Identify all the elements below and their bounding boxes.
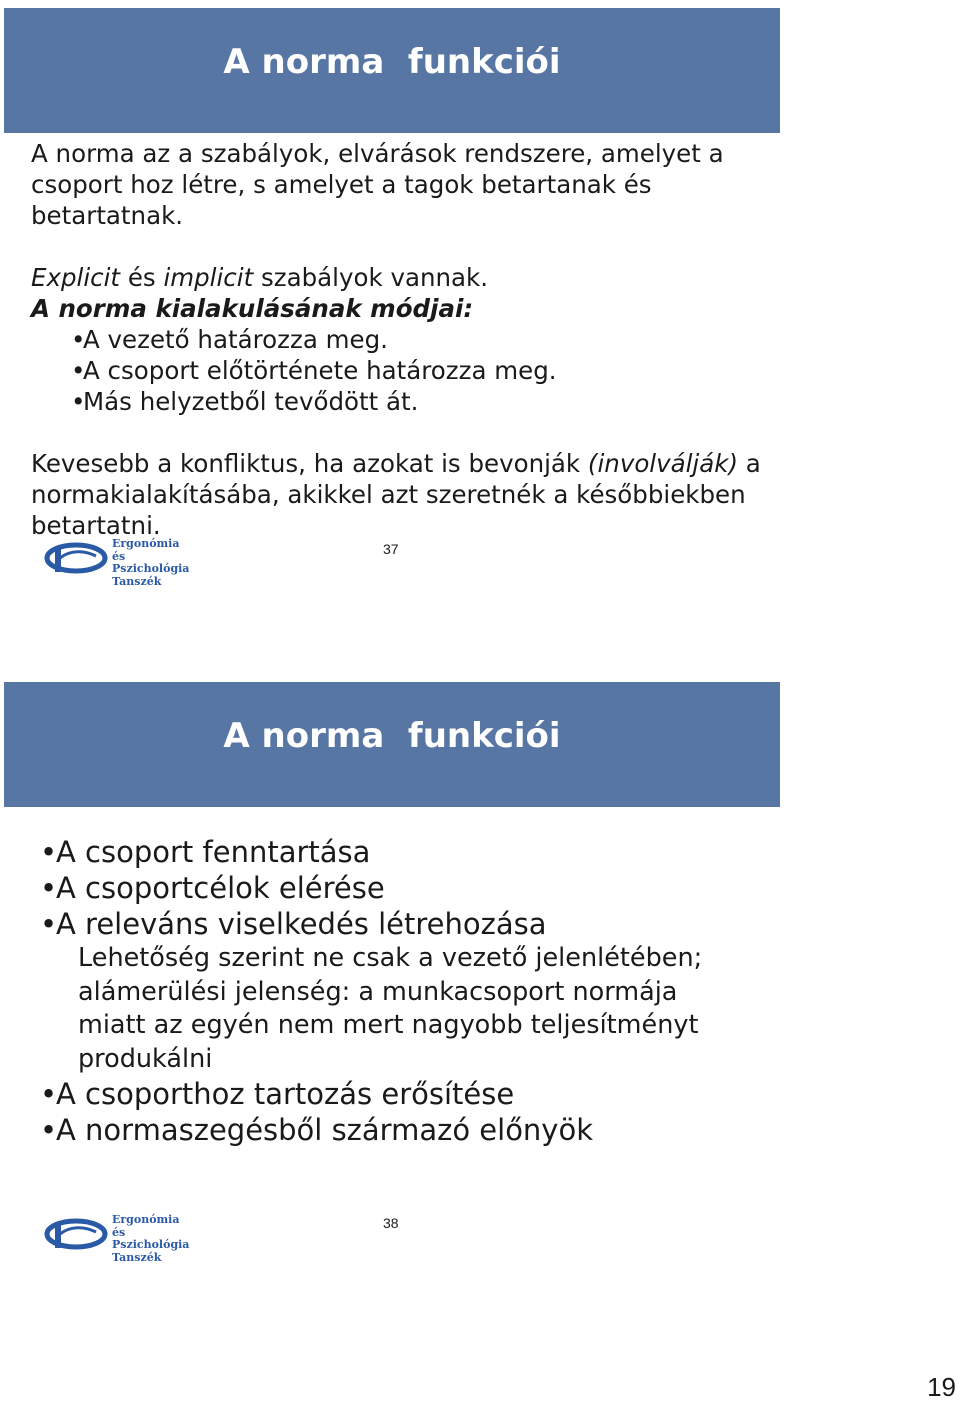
slide-title-bar	[4, 682, 780, 807]
list-item: • A releváns viselkedés létrehozása	[40, 906, 760, 942]
department-logo	[44, 1212, 190, 1264]
explicit-word: Explicit	[31, 263, 121, 292]
logo-emblem-icon	[44, 540, 108, 576]
logo-text: Ergonómia és Pszichológia Tanszék	[112, 537, 190, 588]
page-number: 19	[927, 1372, 956, 1402]
slide-number: 38	[383, 1215, 399, 1231]
list-item: • A csoportcélok elérése	[40, 870, 760, 906]
modes-heading	[31, 293, 771, 324]
logo-text: Ergonómia és Pszichológia Tanszék	[112, 1213, 190, 1264]
and-word: és	[120, 263, 164, 292]
list-item: • A csoport fenntartása	[40, 834, 760, 870]
slide-body	[40, 834, 760, 1148]
conflict-paragraph	[31, 448, 771, 541]
conflict-italic: (involválják)	[587, 449, 738, 478]
logo-emblem-icon	[44, 1216, 108, 1252]
department-logo	[44, 536, 190, 588]
spacer	[31, 417, 771, 448]
modes-list	[31, 324, 771, 417]
functions-list-continued	[40, 1076, 760, 1148]
list-item: • A csoporthoz tartozás erősítése	[40, 1076, 760, 1112]
rules-line	[31, 262, 771, 293]
spacer	[31, 231, 771, 262]
intro-paragraph: A norma az a szabályok, elvárások rendszere, amelyet a csoport hoz létre, s amelyet a tagok betartanak és betartatnak.	[31, 139, 724, 230]
slide-title-bar	[4, 8, 780, 133]
slide-body	[31, 138, 771, 541]
list-item: • A csoport előtörténete határozza meg.	[71, 355, 771, 386]
modes-heading-text: A norma kialakulásának módjai:	[31, 294, 474, 323]
implicit-word: implicit	[163, 263, 254, 292]
slide-37	[0, 0, 960, 640]
list-item: • A normaszegésből származó előnyök	[40, 1112, 760, 1148]
list-item: • Más helyzetből tevődött át.	[71, 386, 771, 417]
slide-title: A norma funkciói	[223, 42, 561, 82]
slide-number: 37	[383, 541, 399, 557]
functions-list	[40, 834, 760, 942]
list-item: • A vezető határozza meg.	[71, 324, 771, 355]
conflict-part1: Kevesebb a konfliktus, ha azokat is bevonják	[31, 449, 588, 478]
rules-rest: szabályok vannak.	[253, 263, 489, 292]
slide-title: A norma funkciói	[223, 716, 561, 756]
slide-38	[0, 674, 960, 1274]
sub-paragraph: Lehetőség szerint ne csak a vezető jelenlétében; alámerülési jelenség: a munkacsoport normája miatt az egyén nem mert nagyobb teljesítményt produkálni	[78, 943, 703, 1074]
conflict-part2: a normakialakításába, akikkel azt szeretnék a későbbiekben betartatni.	[31, 449, 761, 540]
